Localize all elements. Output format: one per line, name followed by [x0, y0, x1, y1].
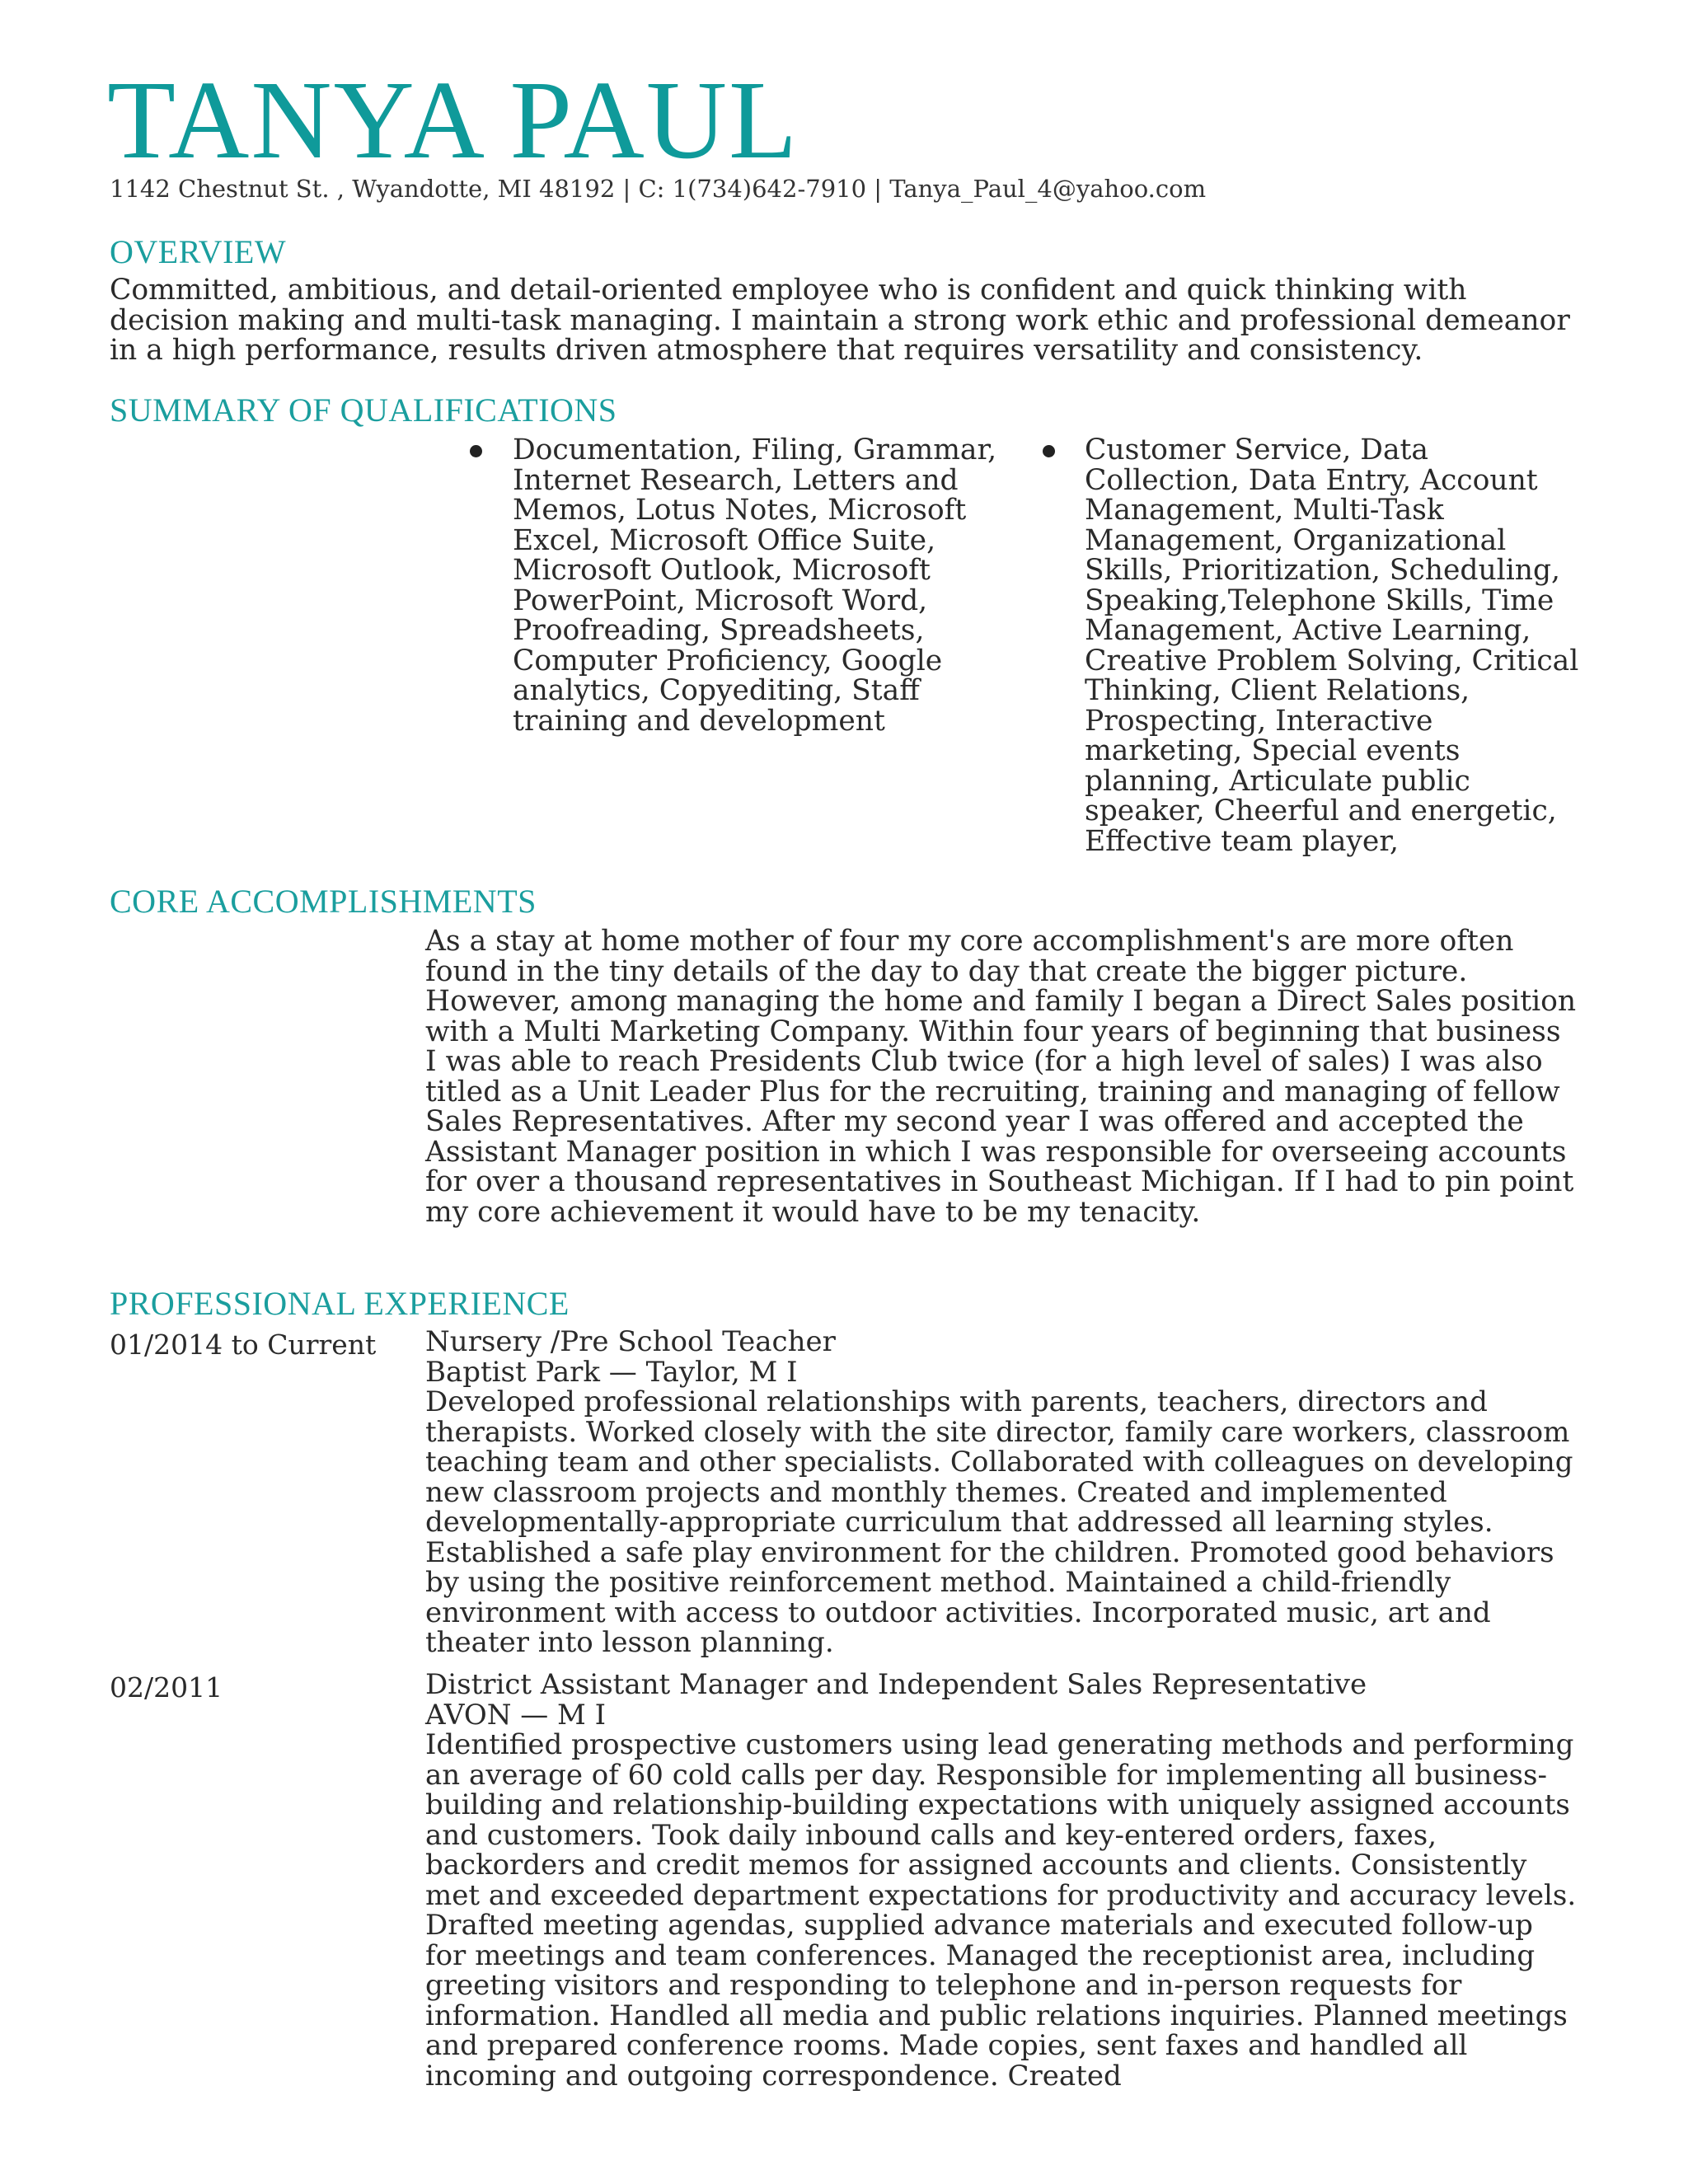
overview-heading: OVERVIEW	[110, 233, 287, 270]
qualification-text: Customer Service, Data Collection, Data Entry, Account Management, Multi-Task Management, Organizational Skills, Prioritization, Scheduling, Speaking,Telephone Skills, Time Management, Active Learning, Creative Problem Solving, Critical Thinking, Client Relations, Prospecting, Interactive marketing, Special events planning, Articulate public speaker, Cheerful and energetic, Effective team player,	[1085, 434, 1579, 858]
experience-heading: PROFESSIONAL EXPERIENCE	[110, 1285, 570, 1322]
job-title: District Assistant Manager and Independent Sales Representative	[425, 1668, 1367, 1701]
job-employer: AVON — M I	[425, 1698, 607, 1732]
qualification-text: Documentation, Filing, Grammar, Internet Research, Letters and Memos, Lotus Notes, Microsoft Excel, Microsoft Office Suite, Microsoft Outlook, Microsoft PowerPoint, Microsoft Word, Proofreading, Spreadsheets, Computer Proficiency, Google analytics, Copyediting, Staff training and development	[513, 434, 997, 738]
job-description: Developed professional relationships with parents, teachers, directors and therapists. Worked closely with the site director, family care workers, classroom teaching team and other specialists. Collaborated with colleagues on developing new classroom projects and monthly themes. Created and implemented developmentally-appropriate curriculum that addressed all learning styles. Established a safe play environment for the children. Promoted good behaviors by using the positive reinforcement method. Maintained a child-friendly environment with access to outdoor activities. Incorporated music, art and theater into lesson planning.	[425, 1385, 1573, 1659]
core-accomplishments-heading: CORE ACCOMPLISHMENTS	[110, 883, 537, 920]
job-description: Identified prospective customers using lead generating methods and performing an average of 60 cold calls per day. Responsible for implementing all business-building and relationship-building expectations with uniquely assigned accounts and customers. Took daily inbound calls and key-entered orders, faxes, backorders and credit memos for assigned accounts and clients. Consistently met and exceeded department expectations for productivity and accuracy levels. Drafted meeting agendas, supplied advance materials and executed follow-up for meetings and team conferences. Managed the receptionist area, including greeting visitors and responding to telephone and in-person requests for information. Handled all media and public relations inquiries. Planned meetings and prepared conference rooms. Made copies, sent faxes and handled all incoming and outgoing correspondence. Created	[425, 1728, 1577, 2093]
job-title: Nursery /Pre School Teacher	[425, 1325, 836, 1358]
job-details	[425, 1327, 1579, 1658]
bullet-icon	[470, 445, 482, 457]
candidate-name: TANYA PAUL	[107, 59, 799, 182]
overview-text: Committed, ambitious, and detail-oriented employee who is confident and quick thinking with decision making and multi-task managing. I maintain a strong work ethic and professional demeanor in a high performance, results driven atmosphere that requires versatility and consistency.	[110, 274, 1570, 367]
contact-line: 1142 Chestnut St. , Wyandotte, MI 48192 | C: 1(734)642-7910 | Tanya_Paul_4@yahoo.com	[110, 175, 1207, 203]
job-date: 01/2014 to Current	[110, 1329, 377, 1361]
qualifications-heading: SUMMARY OF QUALIFICATIONS	[110, 391, 617, 429]
job-date: 02/2011	[110, 1671, 223, 1704]
core-accomplishments-text: As a stay at home mother of four my core accomplishment's are more often found in the tiny details of the day to day that create the bigger picture. However, among managing the home and family I began a Direct Sales position with a Multi Marketing Company. Within four years of beginning that business I was able to reach Presidents Club twice (for a high level of sales) I was also titled as a Unit Leader Plus for the recruiting, training and managing of fellow Sales Representatives. After my second year I was offered and accepted the Assistant Manager position in which I was responsible for overseeing accounts for over a thousand representatives in Southeast Michigan. If I had to pin point my core achievement it would have to be my tenacity.	[425, 925, 1577, 1229]
job-details	[425, 1670, 1579, 2091]
bullet-icon	[1043, 445, 1055, 457]
job-employer: Baptist Park — Taylor, M I	[425, 1355, 798, 1389]
